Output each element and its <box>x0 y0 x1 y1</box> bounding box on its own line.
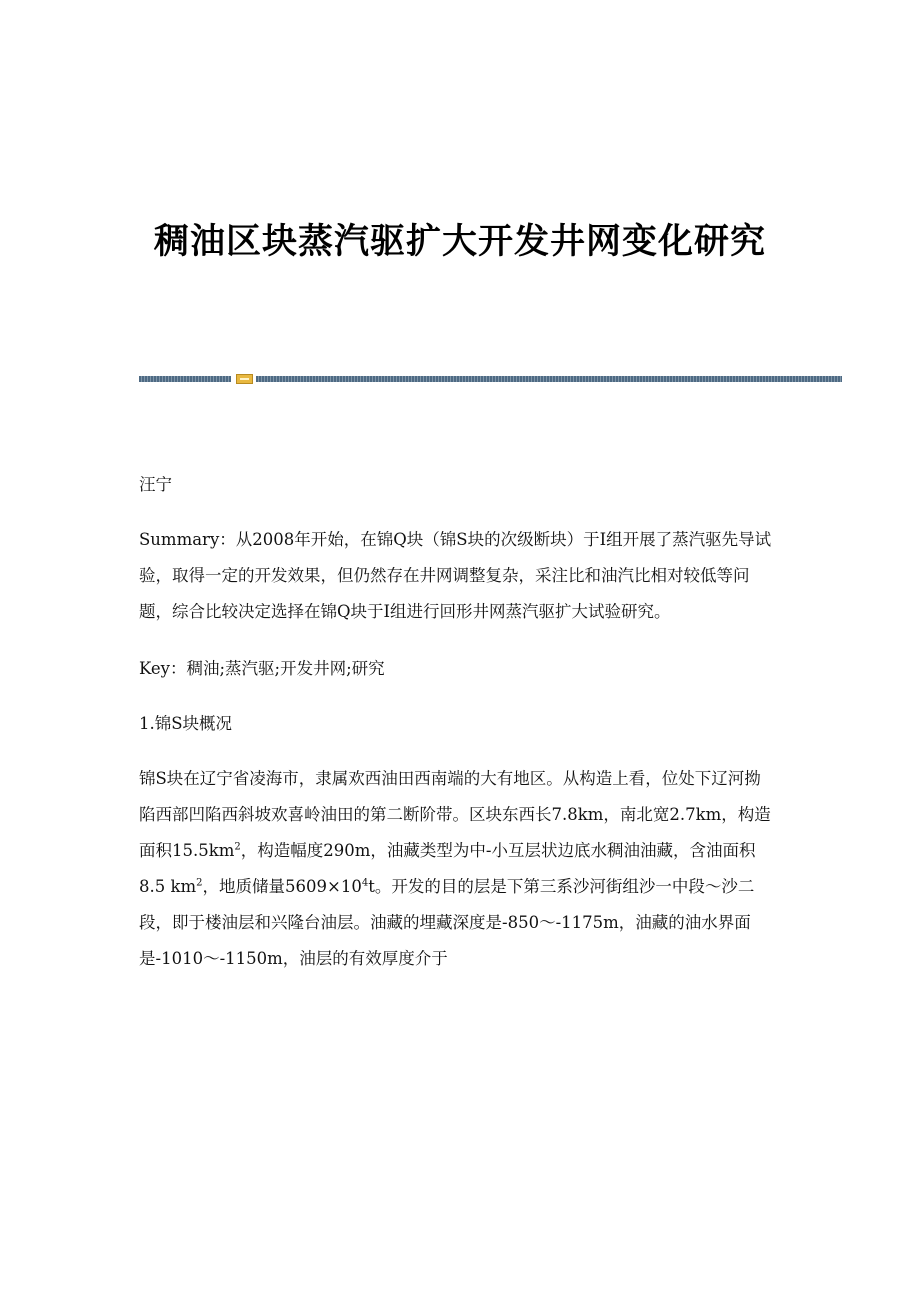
superscript-3: 4 <box>361 877 369 889</box>
section-heading: 1.锦S块概况 <box>139 714 233 733</box>
author: 汪宁 <box>139 475 172 494</box>
summary-label: Summary： <box>139 530 236 549</box>
document-body <box>139 467 775 998</box>
summary-paragraph <box>139 522 775 630</box>
document-title: 稠油区块蒸汽驱扩大开发井网变化研究 <box>153 222 766 262</box>
summary-text: 从2008年开始，在锦Q块（锦S块的次级断块）于Ⅰ组开展了蒸汽驱先导试验，取得一定的开发效果，但仍然存在井网调整复杂，采注比和油汽比相对较低等问题，综合比较决定选择在锦Q块于Ⅰ组进行回形井网蒸汽驱扩大试验研究。 <box>139 530 772 621</box>
paragraph-text-3: ，地质储量5609×10 <box>202 877 362 896</box>
paragraph-text-1: 锦S块在辽宁省凌海市，隶属欢西油田西南端的大有地区。从构造上看，位处下辽河拗陷西部凹陷西斜坡欢喜岭油田的第二断阶带。区块东西长7.8km，南北宽2.7km，构造面积15.5km <box>139 769 771 860</box>
superscript-1: 2 <box>234 841 241 853</box>
title-divider <box>139 374 842 384</box>
divider-bar-right <box>256 376 842 382</box>
keywords-label: Key： <box>139 659 187 678</box>
divider-ornament-icon <box>236 374 253 384</box>
divider-bar-left <box>139 376 231 382</box>
paragraph-text-2: ，构造幅度290m，油藏类型为中-小互层状边底水稠油油藏，含油面积8.5 km <box>139 841 756 896</box>
superscript-2: 2 <box>196 877 203 889</box>
keywords-text: 稠油;蒸汽驱;开发井网;研究 <box>186 659 385 678</box>
paragraph-text-4: t。开发的目的层是下第三系沙河街组沙一中段～沙二段，即于楼油层和兴隆台油层。油藏的埋藏深度是-850～-1175m，油藏的油水界面是-1010～-1150m，油层的有效厚度介于 <box>139 877 755 968</box>
section-paragraph <box>139 761 775 977</box>
keywords-paragraph <box>139 651 775 687</box>
